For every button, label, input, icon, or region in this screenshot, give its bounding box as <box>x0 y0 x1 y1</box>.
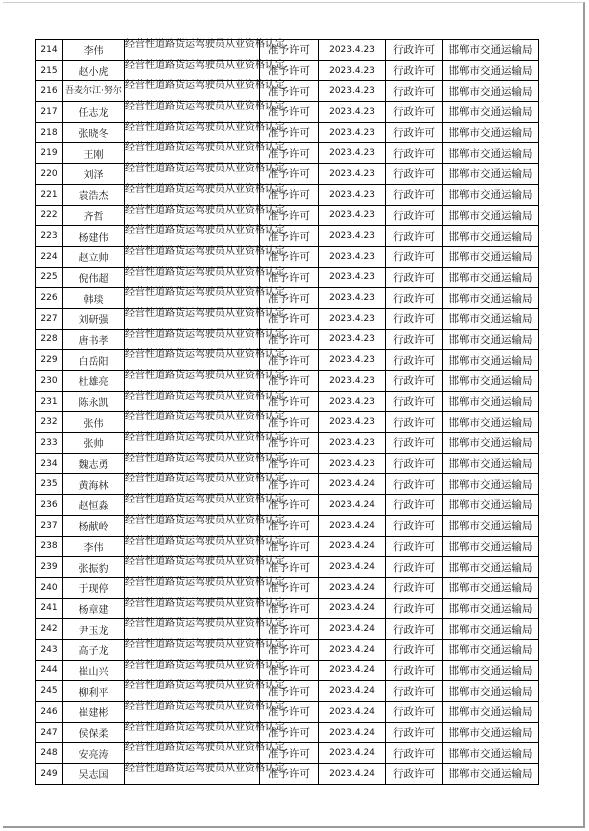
issuing-authority-cell: 邯郸市交通运输局 <box>443 557 539 578</box>
row-number-cell: 240 <box>36 577 63 598</box>
decision-type-cell: 准予许可 <box>260 433 319 454</box>
table-row <box>36 350 539 371</box>
decision-date-cell: 2023.4.23 <box>319 164 386 185</box>
issuing-authority-cell: 邯郸市交通运输局 <box>443 164 539 185</box>
issuing-authority-cell: 邯郸市交通运输局 <box>443 433 539 454</box>
permit-category-cell: 行政许可 <box>386 371 443 392</box>
permit-table <box>35 39 539 785</box>
permit-category-cell: 行政许可 <box>386 81 443 102</box>
issuing-authority-cell: 邯郸市交通运输局 <box>443 515 539 536</box>
permit-category-cell: 行政许可 <box>386 391 443 412</box>
decision-date-cell: 2023.4.24 <box>319 743 386 764</box>
table-row <box>36 267 539 288</box>
permit-category-cell: 行政许可 <box>386 308 443 329</box>
decision-date-cell: 2023.4.23 <box>319 226 386 247</box>
permit-item-cell: 经营性道路货运驾驶员从业资格认定 <box>125 102 260 123</box>
permit-item-cell: 经营性道路货运驾驶员从业资格认定 <box>125 412 260 433</box>
table-row <box>36 515 539 536</box>
decision-date-cell: 2023.4.24 <box>319 495 386 516</box>
applicant-name-cell: 唐书孝 <box>63 329 125 350</box>
row-number-cell: 242 <box>36 619 63 640</box>
row-number-cell: 243 <box>36 639 63 660</box>
decision-date-cell: 2023.4.23 <box>319 40 386 61</box>
decision-type-cell: 准予许可 <box>260 164 319 185</box>
permit-category-cell: 行政许可 <box>386 702 443 723</box>
applicant-name-cell: 赵立帅 <box>63 246 125 267</box>
row-number-cell: 215 <box>36 60 63 81</box>
decision-date-cell: 2023.4.24 <box>319 515 386 536</box>
issuing-authority-cell: 邯郸市交通运输局 <box>443 60 539 81</box>
permit-category-cell: 行政许可 <box>386 639 443 660</box>
decision-type-cell: 准予许可 <box>260 40 319 61</box>
permit-category-cell: 行政许可 <box>386 577 443 598</box>
permit-item-cell: 经营性道路货运驾驶员从业资格认定 <box>125 288 260 309</box>
decision-type-cell: 准予许可 <box>260 557 319 578</box>
permit-category-cell: 行政许可 <box>386 743 443 764</box>
row-number-cell: 244 <box>36 660 63 681</box>
decision-type-cell: 准予许可 <box>260 639 319 660</box>
permit-item-cell: 经营性道路货运驾驶员从业资格认定 <box>125 143 260 164</box>
permit-category-cell: 行政许可 <box>386 164 443 185</box>
issuing-authority-cell: 邯郸市交通运输局 <box>443 412 539 433</box>
issuing-authority-cell: 邯郸市交通运输局 <box>443 660 539 681</box>
applicant-name-cell: 杨献岭 <box>63 515 125 536</box>
applicant-name-cell: 倪伟超 <box>63 267 125 288</box>
decision-date-cell: 2023.4.24 <box>319 764 386 785</box>
decision-date-cell: 2023.4.23 <box>319 143 386 164</box>
issuing-authority-cell: 邯郸市交通运输局 <box>443 371 539 392</box>
issuing-authority-cell: 邯郸市交通运输局 <box>443 288 539 309</box>
table-row <box>36 681 539 702</box>
permit-category-cell: 行政许可 <box>386 122 443 143</box>
permit-item-cell: 经营性道路货运驾驶员从业资格认定 <box>125 639 260 660</box>
applicant-name-cell: 袁浩杰 <box>63 184 125 205</box>
decision-type-cell: 准予许可 <box>260 246 319 267</box>
permit-item-cell: 经营性道路货运驾驶员从业资格认定 <box>125 267 260 288</box>
table-row <box>36 660 539 681</box>
table-row <box>36 639 539 660</box>
permit-item-cell: 经营性道路货运驾驶员从业资格认定 <box>125 205 260 226</box>
issuing-authority-cell: 邯郸市交通运输局 <box>443 495 539 516</box>
decision-date-cell: 2023.4.23 <box>319 267 386 288</box>
decision-type-cell: 准予许可 <box>260 702 319 723</box>
row-number-cell: 218 <box>36 122 63 143</box>
issuing-authority-cell: 邯郸市交通运输局 <box>443 143 539 164</box>
decision-type-cell: 准予许可 <box>260 371 319 392</box>
table-row <box>36 557 539 578</box>
row-number-cell: 217 <box>36 102 63 123</box>
permit-item-cell: 经营性道路货运驾驶员从业资格认定 <box>125 681 260 702</box>
issuing-authority-cell: 邯郸市交通运输局 <box>443 184 539 205</box>
decision-type-cell: 准予许可 <box>260 267 319 288</box>
applicant-name-cell: 黄海林 <box>63 474 125 495</box>
table-row <box>36 453 539 474</box>
applicant-name-cell: 张晓冬 <box>63 122 125 143</box>
table-row <box>36 246 539 267</box>
decision-date-cell: 2023.4.23 <box>319 453 386 474</box>
row-number-cell: 220 <box>36 164 63 185</box>
table-row <box>36 598 539 619</box>
row-number-cell: 228 <box>36 329 63 350</box>
table-row <box>36 412 539 433</box>
applicant-name-cell: 任志龙 <box>63 102 125 123</box>
row-number-cell: 230 <box>36 371 63 392</box>
permit-category-cell: 行政许可 <box>386 433 443 454</box>
permit-category-cell: 行政许可 <box>386 226 443 247</box>
applicant-name-cell: 侯保柔 <box>63 722 125 743</box>
table-row <box>36 184 539 205</box>
row-number-cell: 216 <box>36 81 63 102</box>
permit-category-cell: 行政许可 <box>386 453 443 474</box>
issuing-authority-cell: 邯郸市交通运输局 <box>443 308 539 329</box>
permit-category-cell: 行政许可 <box>386 536 443 557</box>
issuing-authority-cell: 邯郸市交通运输局 <box>443 246 539 267</box>
permit-category-cell: 行政许可 <box>386 764 443 785</box>
decision-date-cell: 2023.4.24 <box>319 639 386 660</box>
permit-category-cell: 行政许可 <box>386 246 443 267</box>
applicant-name-cell: 安亮涛 <box>63 743 125 764</box>
decision-type-cell: 准予许可 <box>260 495 319 516</box>
issuing-authority-cell: 邯郸市交通运输局 <box>443 639 539 660</box>
issuing-authority-cell: 邯郸市交通运输局 <box>443 702 539 723</box>
permit-item-cell: 经营性道路货运驾驶员从业资格认定 <box>125 577 260 598</box>
applicant-name-cell: 高子龙 <box>63 639 125 660</box>
decision-date-cell: 2023.4.23 <box>319 329 386 350</box>
row-number-cell: 248 <box>36 743 63 764</box>
permit-category-cell: 行政许可 <box>386 722 443 743</box>
row-number-cell: 221 <box>36 184 63 205</box>
row-number-cell: 222 <box>36 205 63 226</box>
row-number-cell: 236 <box>36 495 63 516</box>
row-number-cell: 227 <box>36 308 63 329</box>
decision-type-cell: 准予许可 <box>260 308 319 329</box>
permit-category-cell: 行政许可 <box>386 495 443 516</box>
applicant-name-cell: 杜雄亮 <box>63 371 125 392</box>
applicant-name-cell: 赵小虎 <box>63 60 125 81</box>
table-row <box>36 308 539 329</box>
table-row <box>36 474 539 495</box>
issuing-authority-cell: 邯郸市交通运输局 <box>443 681 539 702</box>
permit-item-cell: 经营性道路货运驾驶员从业资格认定 <box>125 495 260 516</box>
applicant-name-cell: 齐哲 <box>63 205 125 226</box>
table-row <box>36 433 539 454</box>
permit-category-cell: 行政许可 <box>386 205 443 226</box>
decision-type-cell: 准予许可 <box>260 536 319 557</box>
permit-category-cell: 行政许可 <box>386 619 443 640</box>
applicant-name-cell: 李伟 <box>63 40 125 61</box>
decision-date-cell: 2023.4.23 <box>319 102 386 123</box>
issuing-authority-cell: 邯郸市交通运输局 <box>443 81 539 102</box>
row-number-cell: 235 <box>36 474 63 495</box>
decision-type-cell: 准予许可 <box>260 102 319 123</box>
decision-type-cell: 准予许可 <box>260 619 319 640</box>
row-number-cell: 229 <box>36 350 63 371</box>
permit-category-cell: 行政许可 <box>386 40 443 61</box>
table-row <box>36 702 539 723</box>
issuing-authority-cell: 邯郸市交通运输局 <box>443 102 539 123</box>
issuing-authority-cell: 邯郸市交通运输局 <box>443 391 539 412</box>
permit-item-cell: 经营性道路货运驾驶员从业资格认定 <box>125 60 260 81</box>
permit-category-cell: 行政许可 <box>386 267 443 288</box>
decision-type-cell: 准予许可 <box>260 764 319 785</box>
issuing-authority-cell: 邯郸市交通运输局 <box>443 577 539 598</box>
decision-date-cell: 2023.4.23 <box>319 371 386 392</box>
table-row <box>36 102 539 123</box>
applicant-name-cell: 尹玉龙 <box>63 619 125 640</box>
row-number-cell: 249 <box>36 764 63 785</box>
decision-type-cell: 准予许可 <box>260 598 319 619</box>
decision-date-cell: 2023.4.23 <box>319 184 386 205</box>
table-row <box>36 495 539 516</box>
permit-item-cell: 经营性道路货运驾驶员从业资格认定 <box>125 40 260 61</box>
applicant-name-cell: 张振豹 <box>63 557 125 578</box>
permit-item-cell: 经营性道路货运驾驶员从业资格认定 <box>125 246 260 267</box>
applicant-name-cell: 杨建伟 <box>63 226 125 247</box>
table-row <box>36 205 539 226</box>
permit-item-cell: 经营性道路货运驾驶员从业资格认定 <box>125 474 260 495</box>
permit-category-cell: 行政许可 <box>386 557 443 578</box>
applicant-name-cell: 吴志国 <box>63 764 125 785</box>
table-row <box>36 60 539 81</box>
permit-item-cell: 经营性道路货运驾驶员从业资格认定 <box>125 371 260 392</box>
decision-type-cell: 准予许可 <box>260 660 319 681</box>
decision-date-cell: 2023.4.23 <box>319 350 386 371</box>
permit-item-cell: 经营性道路货运驾驶员从业资格认定 <box>125 743 260 764</box>
issuing-authority-cell: 邯郸市交通运输局 <box>443 40 539 61</box>
table-row <box>36 164 539 185</box>
row-number-cell: 233 <box>36 433 63 454</box>
row-number-cell: 234 <box>36 453 63 474</box>
decision-date-cell: 2023.4.24 <box>319 660 386 681</box>
permit-item-cell: 经营性道路货运驾驶员从业资格认定 <box>125 702 260 723</box>
permit-category-cell: 行政许可 <box>386 102 443 123</box>
row-number-cell: 239 <box>36 557 63 578</box>
decision-type-cell: 准予许可 <box>260 474 319 495</box>
applicant-name-cell: 刘泽 <box>63 164 125 185</box>
permit-item-cell: 经营性道路货运驾驶员从业资格认定 <box>125 433 260 454</box>
permit-item-cell: 经营性道路货运驾驶员从业资格认定 <box>125 122 260 143</box>
decision-type-cell: 准予许可 <box>260 122 319 143</box>
applicant-name-cell: 刘研强 <box>63 308 125 329</box>
issuing-authority-cell: 邯郸市交通运输局 <box>443 122 539 143</box>
decision-date-cell: 2023.4.24 <box>319 681 386 702</box>
permit-category-cell: 行政许可 <box>386 350 443 371</box>
permit-item-cell: 经营性道路货运驾驶员从业资格认定 <box>125 536 260 557</box>
permit-item-cell: 经营性道路货运驾驶员从业资格认定 <box>125 598 260 619</box>
permit-item-cell: 经营性道路货运驾驶员从业资格认定 <box>125 164 260 185</box>
decision-type-cell: 准予许可 <box>260 515 319 536</box>
issuing-authority-cell: 邯郸市交通运输局 <box>443 536 539 557</box>
decision-type-cell: 准予许可 <box>260 391 319 412</box>
permit-category-cell: 行政许可 <box>386 598 443 619</box>
decision-date-cell: 2023.4.23 <box>319 205 386 226</box>
applicant-name-cell: 于现停 <box>63 577 125 598</box>
permit-item-cell: 经营性道路货运驾驶员从业资格认定 <box>125 764 260 785</box>
permit-item-cell: 经营性道路货运驾驶员从业资格认定 <box>125 722 260 743</box>
table-row <box>36 743 539 764</box>
issuing-authority-cell: 邯郸市交通运输局 <box>443 267 539 288</box>
decision-type-cell: 准予许可 <box>260 81 319 102</box>
row-number-cell: 224 <box>36 246 63 267</box>
row-number-cell: 245 <box>36 681 63 702</box>
decision-type-cell: 准予许可 <box>260 743 319 764</box>
row-number-cell: 237 <box>36 515 63 536</box>
decision-date-cell: 2023.4.23 <box>319 122 386 143</box>
issuing-authority-cell: 邯郸市交通运输局 <box>443 722 539 743</box>
permit-item-cell: 经营性道路货运驾驶员从业资格认定 <box>125 350 260 371</box>
table-row <box>36 288 539 309</box>
permit-category-cell: 行政许可 <box>386 143 443 164</box>
permit-item-cell: 经营性道路货运驾驶员从业资格认定 <box>125 619 260 640</box>
table-row <box>36 722 539 743</box>
decision-type-cell: 准予许可 <box>260 577 319 598</box>
permit-item-cell: 经营性道路货运驾驶员从业资格认定 <box>125 515 260 536</box>
decision-date-cell: 2023.4.24 <box>319 722 386 743</box>
table-row <box>36 122 539 143</box>
issuing-authority-cell: 邯郸市交通运输局 <box>443 226 539 247</box>
permit-item-cell: 经营性道路货运驾驶员从业资格认定 <box>125 391 260 412</box>
row-number-cell: 219 <box>36 143 63 164</box>
permit-item-cell: 经营性道路货运驾驶员从业资格认定 <box>125 81 260 102</box>
permit-category-cell: 行政许可 <box>386 681 443 702</box>
applicant-name-cell: 吾麦尔江·努尔 <box>63 81 125 102</box>
applicant-name-cell: 陈永凯 <box>63 391 125 412</box>
decision-date-cell: 2023.4.23 <box>319 412 386 433</box>
row-number-cell: 223 <box>36 226 63 247</box>
decision-type-cell: 准予许可 <box>260 184 319 205</box>
decision-date-cell: 2023.4.24 <box>319 474 386 495</box>
permit-category-cell: 行政许可 <box>386 474 443 495</box>
permit-category-cell: 行政许可 <box>386 412 443 433</box>
row-number-cell: 226 <box>36 288 63 309</box>
row-number-cell: 214 <box>36 40 63 61</box>
issuing-authority-cell: 邯郸市交通运输局 <box>443 453 539 474</box>
permit-category-cell: 行政许可 <box>386 660 443 681</box>
permit-category-cell: 行政许可 <box>386 288 443 309</box>
table-row <box>36 619 539 640</box>
permit-category-cell: 行政许可 <box>386 515 443 536</box>
issuing-authority-cell: 邯郸市交通运输局 <box>443 743 539 764</box>
table-row <box>36 577 539 598</box>
decision-date-cell: 2023.4.23 <box>319 391 386 412</box>
table-row <box>36 391 539 412</box>
applicant-name-cell: 张伟 <box>63 412 125 433</box>
issuing-authority-cell: 邯郸市交通运输局 <box>443 205 539 226</box>
decision-type-cell: 准予许可 <box>260 329 319 350</box>
row-number-cell: 225 <box>36 267 63 288</box>
permit-category-cell: 行政许可 <box>386 329 443 350</box>
decision-type-cell: 准予许可 <box>260 205 319 226</box>
permit-category-cell: 行政许可 <box>386 60 443 81</box>
table-row <box>36 143 539 164</box>
decision-type-cell: 准予许可 <box>260 143 319 164</box>
decision-date-cell: 2023.4.24 <box>319 536 386 557</box>
issuing-authority-cell: 邯郸市交通运输局 <box>443 619 539 640</box>
decision-type-cell: 准予许可 <box>260 412 319 433</box>
row-number-cell: 247 <box>36 722 63 743</box>
decision-type-cell: 准予许可 <box>260 350 319 371</box>
permit-item-cell: 经营性道路货运驾驶员从业资格认定 <box>125 660 260 681</box>
permit-item-cell: 经营性道路货运驾驶员从业资格认定 <box>125 453 260 474</box>
applicant-name-cell: 韩琰 <box>63 288 125 309</box>
table-row <box>36 764 539 785</box>
applicant-name-cell: 崔建彬 <box>63 702 125 723</box>
permit-category-cell: 行政许可 <box>386 184 443 205</box>
applicant-name-cell: 杨章建 <box>63 598 125 619</box>
applicant-name-cell: 张帅 <box>63 433 125 454</box>
row-number-cell: 241 <box>36 598 63 619</box>
applicant-name-cell: 王刚 <box>63 143 125 164</box>
decision-date-cell: 2023.4.23 <box>319 288 386 309</box>
issuing-authority-cell: 邯郸市交通运输局 <box>443 474 539 495</box>
decision-date-cell: 2023.4.24 <box>319 598 386 619</box>
applicant-name-cell: 白岳阳 <box>63 350 125 371</box>
applicant-name-cell: 崔山兴 <box>63 660 125 681</box>
decision-date-cell: 2023.4.24 <box>319 557 386 578</box>
decision-type-cell: 准予许可 <box>260 453 319 474</box>
issuing-authority-cell: 邯郸市交通运输局 <box>443 329 539 350</box>
decision-type-cell: 准予许可 <box>260 681 319 702</box>
row-number-cell: 238 <box>36 536 63 557</box>
table-row <box>36 81 539 102</box>
issuing-authority-cell: 邯郸市交通运输局 <box>443 350 539 371</box>
row-number-cell: 232 <box>36 412 63 433</box>
decision-type-cell: 准予许可 <box>260 722 319 743</box>
table-row <box>36 40 539 61</box>
decision-date-cell: 2023.4.23 <box>319 308 386 329</box>
issuing-authority-cell: 邯郸市交通运输局 <box>443 598 539 619</box>
issuing-authority-cell: 邯郸市交通运输局 <box>443 764 539 785</box>
row-number-cell: 231 <box>36 391 63 412</box>
decision-date-cell: 2023.4.23 <box>319 81 386 102</box>
table-row <box>36 371 539 392</box>
applicant-name-cell: 魏志勇 <box>63 453 125 474</box>
decision-date-cell: 2023.4.23 <box>319 433 386 454</box>
permit-item-cell: 经营性道路货运驾驶员从业资格认定 <box>125 226 260 247</box>
table-row <box>36 329 539 350</box>
applicant-name-cell: 柳利平 <box>63 681 125 702</box>
decision-date-cell: 2023.4.23 <box>319 60 386 81</box>
decision-date-cell: 2023.4.24 <box>319 702 386 723</box>
permit-item-cell: 经营性道路货运驾驶员从业资格认定 <box>125 308 260 329</box>
table-row <box>36 536 539 557</box>
decision-date-cell: 2023.4.24 <box>319 577 386 598</box>
decision-type-cell: 准予许可 <box>260 288 319 309</box>
decision-date-cell: 2023.4.24 <box>319 619 386 640</box>
row-number-cell: 246 <box>36 702 63 723</box>
applicant-name-cell: 赵恒淼 <box>63 495 125 516</box>
permit-item-cell: 经营性道路货运驾驶员从业资格认定 <box>125 184 260 205</box>
permit-item-cell: 经营性道路货运驾驶员从业资格认定 <box>125 557 260 578</box>
table-row <box>36 226 539 247</box>
decision-type-cell: 准予许可 <box>260 60 319 81</box>
decision-date-cell: 2023.4.23 <box>319 246 386 267</box>
decision-type-cell: 准予许可 <box>260 226 319 247</box>
applicant-name-cell: 李伟 <box>63 536 125 557</box>
permit-item-cell: 经营性道路货运驾驶员从业资格认定 <box>125 329 260 350</box>
